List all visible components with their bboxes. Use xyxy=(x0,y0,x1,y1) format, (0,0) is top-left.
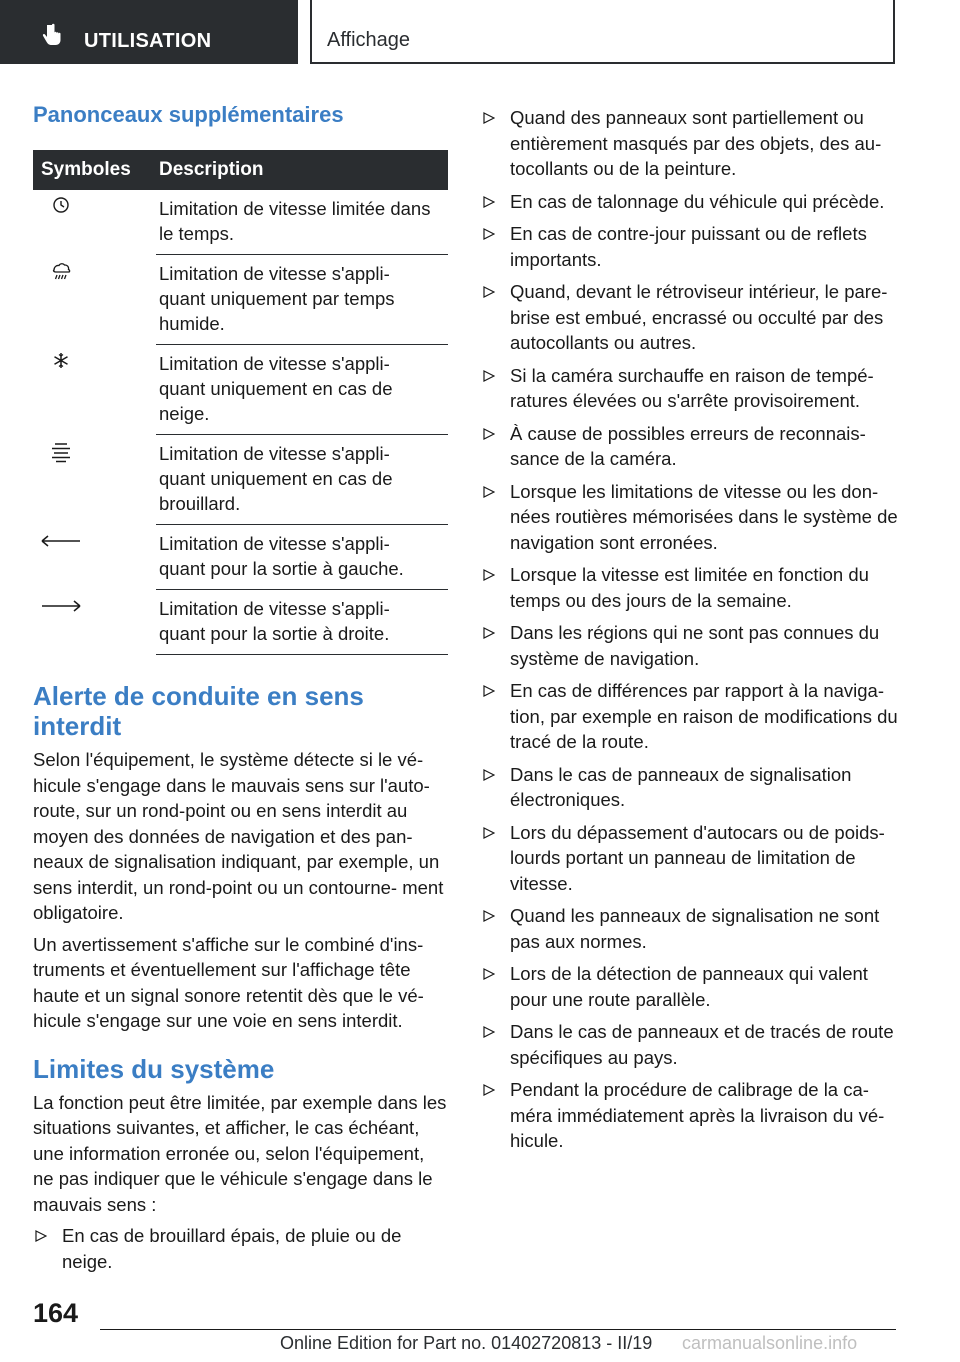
paragraph: La fonction peut être limitée, par exemple dans les situations suivantes, et afficher, le cas échéant, une information erronée ou, selon l'équipement, ne pas indiquer que le véhicule s'engage dans le mauvais sens : xyxy=(33,1091,447,1215)
triangle-bullet-icon xyxy=(483,627,495,639)
list-item xyxy=(481,1019,899,1070)
triangle-bullet-icon xyxy=(483,112,495,124)
hand-pointer-icon xyxy=(38,22,64,48)
row-description: Limitation de vitesse s'appli- quant pour la sortie à droite. xyxy=(156,590,448,655)
list-item-text: En cas de brouillard épais, de pluie ou de neige. xyxy=(62,1225,402,1272)
list-item-text: Lors du dépassement d'autocars ou de poids-lourds portant un panneau de limitation de vitesse. xyxy=(510,821,885,894)
list-item xyxy=(481,820,899,897)
bullet-list xyxy=(481,105,899,1154)
col-header-description: Description xyxy=(156,150,448,190)
list-item xyxy=(481,961,899,1012)
list-item-text: Lorsque la vitesse est limitée en fonction du temps ou des jours de la semaine. xyxy=(510,564,869,611)
list-item xyxy=(481,279,899,356)
triangle-bullet-icon xyxy=(483,827,495,839)
table-row xyxy=(33,255,448,345)
triangle-bullet-icon xyxy=(483,569,495,581)
list-item-text: Lorsque les limitations de vitesse ou les don- nées routières mémorisées dans le système de navigation sont erronées. xyxy=(510,480,898,553)
list-item-text: Lors de la détection de panneaux qui valent pour une route parallèle. xyxy=(510,963,868,1010)
table-row xyxy=(33,590,448,655)
paragraph: Un avertissement s'affiche sur le combiné d'ins- truments et éventuellement sur l'affichage tête haute et un signal sonore retentit dès que le vé- hicule s'engage sur une voie en sens interdit. xyxy=(33,933,424,1031)
list-item-text: Dans le cas de panneaux de signalisation électroniques. xyxy=(510,763,852,810)
triangle-bullet-icon xyxy=(483,370,495,382)
list-item xyxy=(481,421,899,472)
fog-icon xyxy=(41,441,81,463)
col-header-symbols: Symboles xyxy=(33,150,156,190)
right-column xyxy=(481,105,899,1161)
page-number: 164 xyxy=(33,1298,79,1328)
section-tab-label: UTILISATION xyxy=(84,30,212,52)
row-description: Limitation de vitesse limitée dans le temps. xyxy=(156,190,448,255)
triangle-bullet-icon xyxy=(483,286,495,298)
section-title: Alerte de conduite en sens interdit xyxy=(33,681,364,741)
paragraph: Selon l'équipement, le système détecte si le vé- hicule s'engage dans le mauvais sens sur l'auto- route, sur un rond-point ou en sens interdit au moyen des données de navigation et des pan- neaux de signalisation indiquant, par exemple, un sens interdit, un rond-point ou un contourne- ment obligatoire. xyxy=(33,749,444,923)
table-row xyxy=(33,525,448,590)
chapter-title: Affichage xyxy=(327,29,411,51)
clock-icon xyxy=(41,196,81,218)
row-description: Limitation de vitesse s'appli- quant uniquement en cas de brouillard. xyxy=(156,435,448,525)
list-item xyxy=(481,762,899,813)
edition-text: Online Edition for Part no. 01402720813 - II/19 xyxy=(280,1333,653,1353)
table-row xyxy=(33,190,448,255)
triangle-bullet-icon xyxy=(483,1026,495,1038)
list-item xyxy=(33,1223,448,1274)
list-item-text: En cas de talonnage du véhicule qui précède. xyxy=(510,190,885,212)
triangle-bullet-icon xyxy=(483,910,495,922)
arrow-right-icon xyxy=(41,596,81,618)
chapter-header xyxy=(310,0,895,64)
row-description: Limitation de vitesse s'appli- quant uniquement en cas de neige. xyxy=(156,345,448,435)
list-item xyxy=(481,105,899,182)
list-item-text: À cause de possibles erreurs de reconnais- sance de la caméra. xyxy=(510,422,866,469)
triangle-bullet-icon xyxy=(483,486,495,498)
list-item-text: En cas de contre-jour puissant ou de reflets importants. xyxy=(510,223,867,270)
snowflake-icon xyxy=(41,351,81,373)
footer-divider xyxy=(100,1329,896,1330)
section-tab xyxy=(0,0,298,64)
list-item xyxy=(481,363,899,414)
table-row xyxy=(33,435,448,525)
list-item xyxy=(481,562,899,613)
table-heading: Panonceaux supplémentaires xyxy=(33,102,344,127)
table-header-row xyxy=(33,150,448,190)
list-item-text: Quand les panneaux de signalisation ne sont pas aux normes. xyxy=(510,905,880,952)
list-item-text: Dans le cas de panneaux et de tracés de route spécifiques au pays. xyxy=(510,1021,894,1068)
bullet-list xyxy=(33,1223,448,1274)
list-item-text: Dans les régions qui ne sont pas connues du système de navigation. xyxy=(510,622,880,669)
triangle-bullet-icon xyxy=(483,196,495,208)
triangle-bullet-icon xyxy=(483,685,495,697)
watermark: carmanualsonline.info xyxy=(682,1333,858,1353)
list-item xyxy=(481,1077,899,1154)
section-title: Limites du système xyxy=(33,1053,275,1084)
row-description: Limitation de vitesse s'appli- quant pour la sortie à gauche. xyxy=(156,525,448,590)
list-item-text: Quand, devant le rétroviseur intérieur, le pare- brise est embué, encrassé ou occulté par des autocollants ou autres. xyxy=(510,281,888,353)
list-item xyxy=(481,221,899,272)
left-column xyxy=(33,102,448,1281)
symbols-table xyxy=(33,150,448,655)
list-item-text: Quand des panneaux sont partiellement ou entièrement masqués par des objets, des au- tocollants ou de la peinture. xyxy=(510,107,882,179)
triangle-bullet-icon xyxy=(483,968,495,980)
triangle-bullet-icon xyxy=(483,428,495,440)
list-item xyxy=(481,678,899,755)
triangle-bullet-icon xyxy=(35,1230,47,1242)
triangle-bullet-icon xyxy=(483,228,495,240)
list-item xyxy=(481,620,899,671)
list-item-text: En cas de différences par rapport à la naviga- tion, par exemple en raison de modifications du tracé de la route. xyxy=(510,680,898,752)
list-item xyxy=(481,189,899,215)
list-item xyxy=(481,479,899,556)
list-item-text: Si la caméra surchauffe en raison de tempé- ratures élevées ou s'arrête provisoirement. xyxy=(510,364,874,411)
triangle-bullet-icon xyxy=(483,1084,495,1096)
rain-cloud-icon xyxy=(41,261,81,283)
row-description: Limitation de vitesse s'appli- quant uniquement par temps humide. xyxy=(156,255,448,345)
triangle-bullet-icon xyxy=(483,769,495,781)
list-item xyxy=(481,903,899,954)
table-row xyxy=(33,345,448,435)
list-item-text: Pendant la procédure de calibrage de la ca- méra immédiatement après la livraison du vé- hicule. xyxy=(510,1079,885,1151)
arrow-left-icon xyxy=(41,531,81,553)
